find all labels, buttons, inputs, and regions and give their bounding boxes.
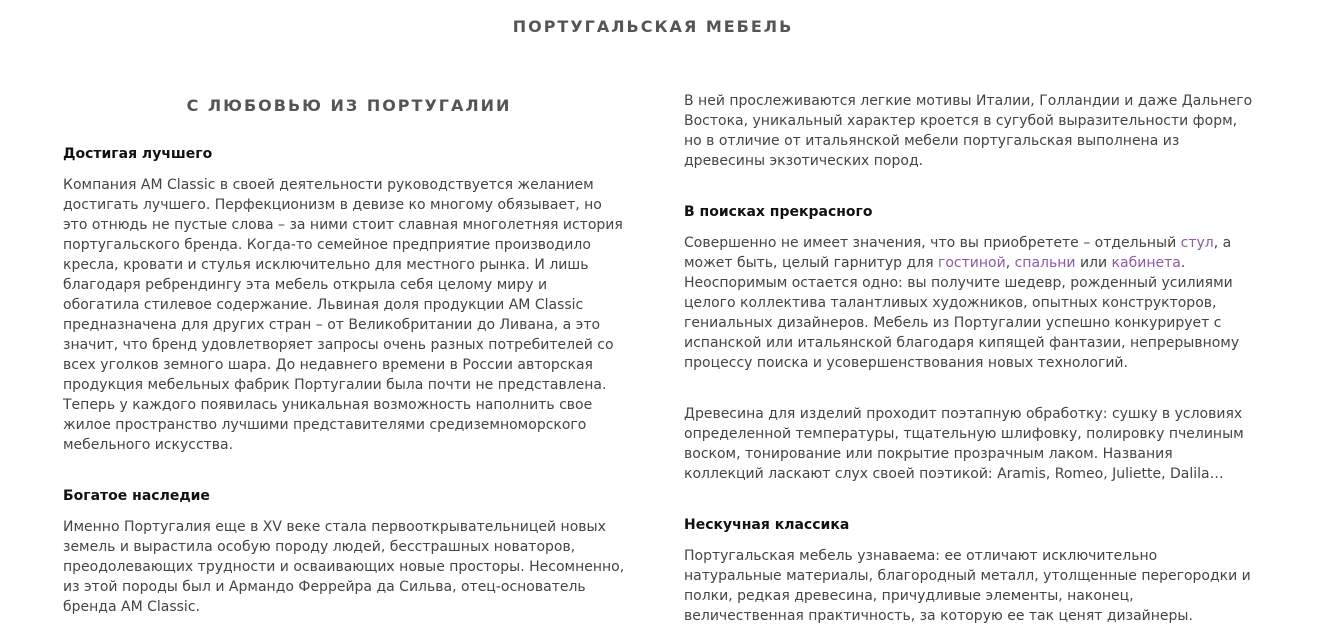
link-study[interactable]: кабинета <box>1111 255 1181 271</box>
text-segment: или <box>1075 255 1112 271</box>
right-column <box>684 91 1254 624</box>
paragraph-achieving-best: Компания AM Classic в своей деятельности руководствуется желанием достигать лучшего. Перфекционизм в девизе ко многому обязывает, но это отнюдь не пустые слова – за ними стоит славная многолетняя история португальского бренда. Когда-то семейное предприятие производило кресла, кровати и стулья исключительно для местного рынка. И лишь благодаря ребрендингу эта мебель открыла себя целому миру и обогатила стилевое содержание. Львиная доля продукции AM Classic предназначена для других стран – от Великобритании до Ливана, а это значит, что бренд удовлетворяет запросы очень разных потребителей со всех уголков земного шара. До недавнего времени в России авторская продукция мебельных фабрик Португалии была почти не представлена. Теперь у каждого появилась уникальная возможность наполнить свое жилое пространство лучшими представителями средиземноморского мебельного искусства. <box>63 177 623 453</box>
section-title: С ЛЮБОВЬЮ ИЗ ПОРТУГАЛИИ <box>186 96 512 115</box>
paragraph-classic: Португальская мебель узнаваема: ее отличают исключительно натуральные материалы, благородный металл, утолщенные перегородки и полки, редкая древесина, причудливые элементы, наконец, величественная практичность, за которую ее так ценят дизайнеры. <box>684 548 1251 624</box>
text-segment: , а может быть, целый гарнитур для <box>684 235 1232 271</box>
paragraph-search-beautiful <box>684 233 1254 373</box>
text-segment: Совершенно не имеет значения, что вы приобретете – отдельный <box>684 235 1181 251</box>
paragraph-wood-processing: Древесина для изделий проходит поэтапную обработку: сушку в условиях определенной температуры, тщательную шлифовку, полировку пчелиным воском, тонирование или покрытие прозрачным лаком. Названия коллекций ласкают слух своей поэтикой: Aramis, Romeo, Juliette, Dalila… <box>684 406 1244 482</box>
heading-search-beautiful: В поисках прекрасного <box>684 204 873 220</box>
link-chair[interactable]: стул <box>1180 235 1214 251</box>
heading-achieving-best: Достигая лучшего <box>63 146 213 162</box>
left-column <box>63 96 628 617</box>
page-title: ПОРТУГАЛЬСКАЯ МЕБЕЛЬ <box>512 17 794 36</box>
heading-rich-heritage: Богатое наследие <box>63 488 210 504</box>
link-bedroom[interactable]: спальни <box>1014 255 1076 271</box>
link-living-room[interactable]: гостиной <box>938 255 1006 271</box>
paragraph-intro: В ней прослеживаются легкие мотивы Италии, Голландии и даже Дальнего Востока, уникальный характер кроется в сугубой выразительности форм, но в отличие от итальянской мебели португальская выполнена из древесины экзотических пород. <box>684 93 1253 169</box>
paragraph-rich-heritage: Именно Португалия еще в XV веке стала первооткрывательницей новых земель и вырастила особую породу людей, бесстрашных новаторов, преодолевающих трудности и осваивающих новые просторы. Несомненно, из этой породы был и Армандо Феррейра да Сильва, отец-основатель бренда AM Classic. <box>63 519 625 615</box>
text-segment: , <box>1005 255 1015 271</box>
heading-classic: Нескучная классика <box>684 517 850 533</box>
text-segment: . Неоспоримым остается одно: вы получите шедевр, рожденный усилиями целого коллектива талантливых художников, опытных конструкторов, гениальных дизайнеров. Мебель из Португалии успешно конкурирует с испанской или итальянской благодаря кипящей фантазии, непрерывному процессу поиска и усовершенствования новых технологий. <box>684 255 1240 371</box>
